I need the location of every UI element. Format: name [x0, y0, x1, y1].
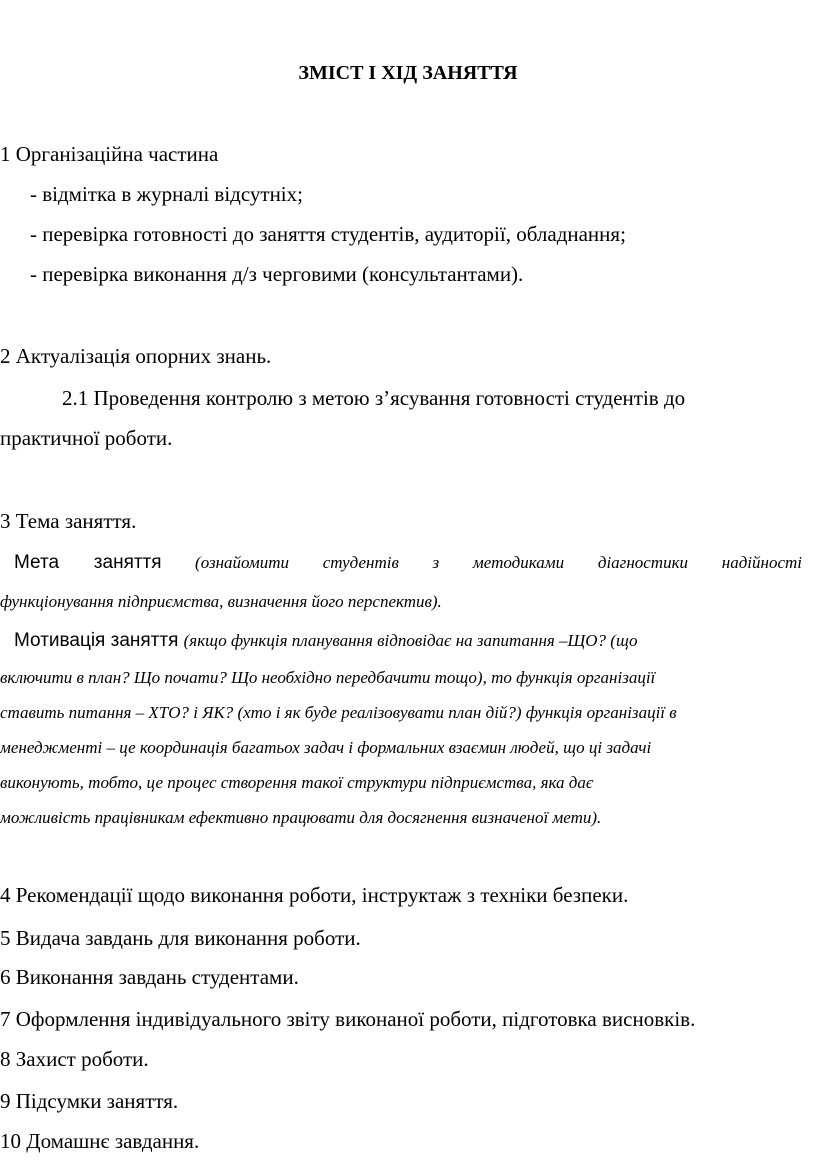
goal-text-continuation: функціонування підприємства, визначення його перспектив).: [0, 592, 442, 611]
section-1-item: - відмітка в журналі відсутніх;: [30, 182, 303, 206]
step-item: 6 Виконання завдань студентами.: [0, 965, 299, 989]
goal-label: Мета заняття: [14, 552, 162, 573]
step-item: 9 Підсумки заняття.: [0, 1089, 179, 1113]
section-2-subitem-line: 2.1 Проведення контролю з метою з’ясування готовності студентів до: [62, 386, 686, 410]
motivation-text-line: можливість працівникам ефективно працювати для досягнення визначеної мети).: [0, 808, 602, 827]
motivation-label: Мотивація заняття: [14, 630, 179, 651]
page-title: ЗМІСТ І ХІД ЗАНЯТТЯ: [298, 62, 518, 84]
motivation-text-line: менеджменті – це координація багатьох задач і формальних взаємин людей, що ці задачі: [0, 738, 652, 757]
goal-line: [0, 550, 802, 577]
motivation-line: [14, 626, 638, 654]
section-2-heading: 2 Актуалізація опорних знань.: [0, 344, 272, 368]
section-1-heading: 1 Організаційна частина: [0, 142, 219, 166]
step-item: 7 Оформлення індивідуального звіту виконаної роботи, підготовка висновків.: [0, 1007, 696, 1031]
step-item: 8 Захист роботи.: [0, 1047, 149, 1071]
motivation-text-line: включити в план? Що почати? Що необхідно передбачити тощо), то функція організації: [0, 668, 656, 687]
goal-text: (ознайомити студентів з методиками діагностики надійності: [195, 553, 802, 572]
section-1-item: - перевірка виконання д/з черговими (консультантами).: [30, 262, 524, 286]
section-1-item: - перевірка готовності до заняття студентів, аудиторії, обладнання;: [30, 222, 626, 246]
step-item: 5 Видача завдань для виконання роботи.: [0, 926, 361, 950]
motivation-text-line: виконують, тобто, це процес створення такої структури підприємства, яка дає: [0, 773, 594, 792]
motivation-text-line: ставить питання – ХТО? і ЯК? (хто і як буде реалізовувати план дій?) функція організації в: [0, 703, 677, 722]
step-item: 10 Домашнє завдання.: [0, 1129, 200, 1153]
step-item: 4 Рекомендації щодо виконання роботи, інструктаж з техніки безпеки.: [0, 883, 629, 907]
section-2-subitem-line: практичної роботи.: [0, 426, 173, 450]
section-3-heading: 3 Тема заняття.: [0, 509, 137, 533]
motivation-text: (якщо функція планування відповідає на запитання –ЩО? (що: [183, 631, 638, 650]
